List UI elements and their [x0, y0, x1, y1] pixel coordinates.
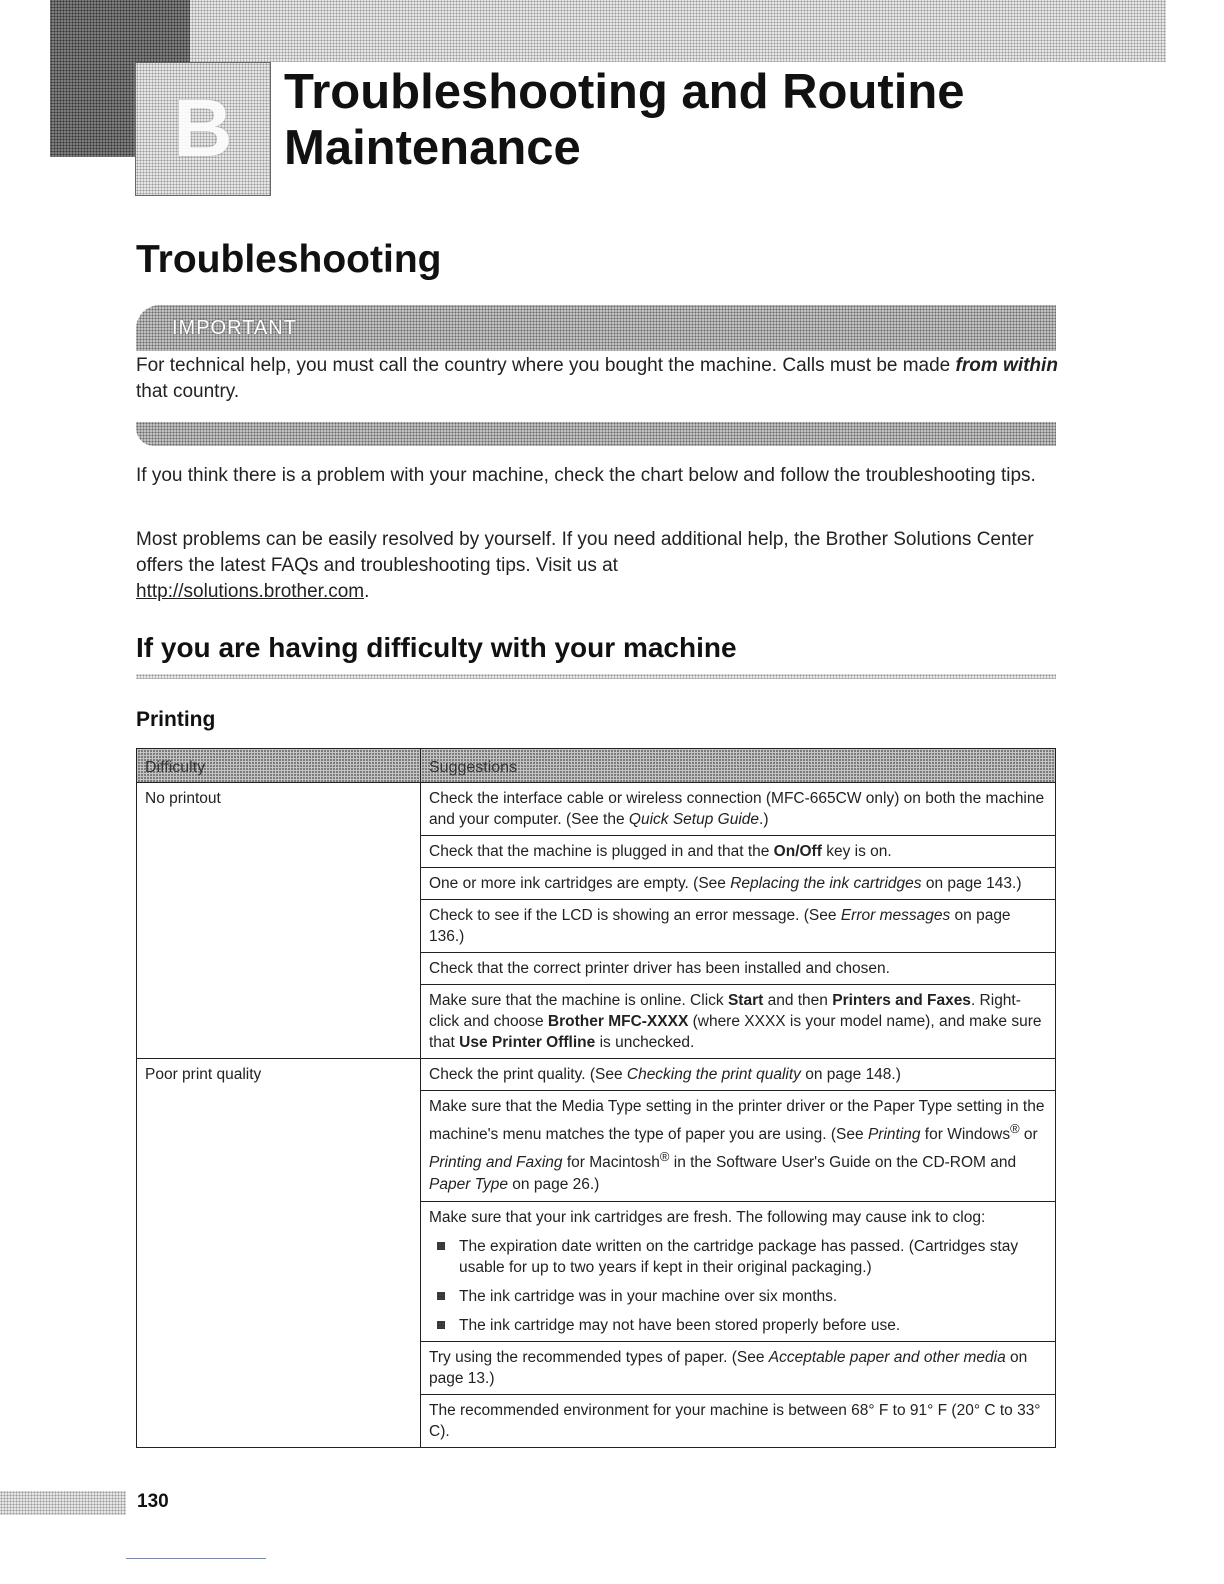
- cell-italic: Printing: [867, 1126, 921, 1144]
- bullet-intro: Make sure that your ink cartridges are fresh. The following may cause ink to clog:: [429, 1209, 986, 1227]
- registered-mark: ®: [659, 1149, 670, 1165]
- important-label: IMPORTANT: [172, 316, 297, 339]
- cell-text: in the Software User's Guide on the CD-ROM and: [669, 1154, 1017, 1172]
- registered-mark: ®: [1010, 1121, 1020, 1136]
- suggestion-cell: [421, 1202, 1056, 1342]
- cell-text: and then: [763, 992, 833, 1009]
- header-suggestions: Suggestions: [421, 749, 1056, 783]
- important-bottom-bar: [136, 422, 1056, 446]
- cell-italic: Paper Type: [429, 1176, 508, 1194]
- header-difficulty: Difficulty: [137, 749, 421, 783]
- section-title: Troubleshooting: [136, 238, 442, 281]
- cell-text: on page 136.): [429, 907, 1011, 945]
- cell-italic: Replacing the ink cartridges: [730, 875, 922, 892]
- chapter-letter: B: [173, 83, 233, 174]
- cell-italic: Acceptable paper and other media: [768, 1349, 1006, 1367]
- bullet-text: The ink cartridge may not have been stored properly before use.: [459, 1317, 901, 1335]
- cell-text: on page 13.): [429, 1349, 1028, 1388]
- suggestion-cell: [421, 836, 1056, 868]
- table-header-row: [137, 749, 1056, 783]
- solutions-center-link[interactable]: http://solutions.brother.com: [136, 581, 365, 602]
- troubleshooting-table: [136, 748, 1056, 1448]
- cell-text: on page 148.): [800, 1066, 901, 1083]
- suggestion-cell: [421, 1342, 1056, 1395]
- important-banner: [136, 305, 1056, 351]
- list-item: [429, 1236, 1047, 1278]
- cell-italic: Checking the print quality: [626, 1066, 801, 1083]
- bullet-icon: [437, 1321, 445, 1329]
- cell-text: Make sure that the Media Type setting in the printer driver or the Paper Type setting in the machine's menu matches the type of paper you are using. (See: [429, 1098, 1045, 1144]
- cell-italic: Printing and Faxing: [429, 1154, 563, 1172]
- suggestion-cell: [421, 783, 1056, 836]
- cell-text: key is on.: [821, 843, 892, 860]
- cell-text: for Windows: [920, 1126, 1011, 1144]
- suggestion-cell: [421, 1091, 1056, 1202]
- chapter-title: Troubleshooting and Routine Maintenance: [284, 65, 965, 175]
- cell-text: . Right-click and choose: [429, 992, 1021, 1030]
- cell-italic: Quick Setup Guide: [628, 811, 760, 828]
- cell-text: (where XXXX is your model name), and make sure that: [429, 1013, 1042, 1051]
- cell-bold: Start: [727, 992, 764, 1009]
- cell-text: Make sure that the machine is online. Click: [429, 992, 728, 1009]
- bullet-icon: [437, 1242, 445, 1250]
- suggestion-cell: Check that the correct printer driver has been installed and chosen.: [421, 953, 1056, 985]
- cell-text: for Macintosh: [562, 1154, 660, 1172]
- cell-bold: Use Printer Offline: [459, 1034, 596, 1051]
- bullet-text: The expiration date written on the cartridge package has passed. (Cartridges stay usable for up to two years if kept in their original packaging.): [459, 1238, 1019, 1277]
- important-text-part1: For technical help, you must call the country where you bought the machine. Calls must be made: [136, 355, 956, 376]
- subsection-rule: [136, 674, 1056, 679]
- difficulty-no-printout: No printout: [137, 783, 421, 1059]
- cell-bold: On/Off: [773, 843, 822, 860]
- cell-text: on page 143.): [921, 875, 1022, 892]
- bullet-text: The ink cartridge was in your machine over six months.: [459, 1288, 838, 1306]
- subsection-title: If you are having difficulty with your machine: [136, 632, 737, 663]
- table-row: [137, 1059, 1056, 1091]
- suggestion-cell: The recommended environment for your machine is between 68° F to 91° F (20° C to 33° C).: [421, 1395, 1056, 1448]
- suggestion-cell: [421, 985, 1056, 1059]
- list-item: [429, 1286, 1047, 1307]
- table-row: [137, 783, 1056, 836]
- bullet-icon: [437, 1292, 445, 1300]
- cell-text: Try using the recommended types of paper. (See: [429, 1349, 769, 1367]
- help-paragraph-text: Most problems can be easily resolved by yourself. If you need additional help, the Brother Solutions Center offers the latest FAQs and troubleshooting tips. Visit us at: [136, 529, 1034, 576]
- bottom-divider: [126, 1558, 266, 1559]
- list-item: [429, 1315, 1047, 1336]
- page-number-marker: [0, 1491, 126, 1515]
- suggestion-cell: [421, 900, 1056, 953]
- cell-bold: Printers and Faxes: [832, 992, 971, 1009]
- chapter-header-band: [50, 0, 1166, 62]
- page-number: 130: [137, 1491, 169, 1512]
- cell-text: Check to see if the LCD is showing an error message. (See: [429, 907, 841, 924]
- suggestion-cell: [421, 1059, 1056, 1091]
- cell-bold: Brother MFC-XXXX: [547, 1013, 689, 1030]
- cell-text: is unchecked.: [595, 1034, 695, 1051]
- important-emphasis: from within: [955, 355, 1058, 376]
- cell-text: Check the interface cable or wireless connection (MFC-665CW only) on both the machine and your computer. (See the: [429, 790, 1045, 828]
- cell-text: Check the print quality. (See: [429, 1066, 627, 1083]
- cell-italic: Error messages: [840, 907, 951, 924]
- link-suffix: .: [364, 581, 370, 602]
- cell-text: One or more ink cartridges are empty. (See: [429, 875, 731, 892]
- important-text: [136, 353, 1076, 405]
- cell-text: Check that the machine is plugged in and that the: [429, 843, 774, 860]
- suggestion-cell: [421, 868, 1056, 900]
- cell-text: on page 26.): [507, 1176, 600, 1194]
- cell-text: or: [1019, 1126, 1038, 1144]
- important-text-part2: that country.: [136, 381, 240, 402]
- difficulty-poor-quality: Poor print quality: [137, 1059, 421, 1448]
- cell-text: .): [759, 811, 769, 828]
- intro-paragraph: If you think there is a problem with your machine, check the chart below and follow the troubleshooting tips.: [136, 465, 1036, 486]
- printing-heading: Printing: [136, 708, 216, 731]
- help-paragraph: [136, 527, 1056, 605]
